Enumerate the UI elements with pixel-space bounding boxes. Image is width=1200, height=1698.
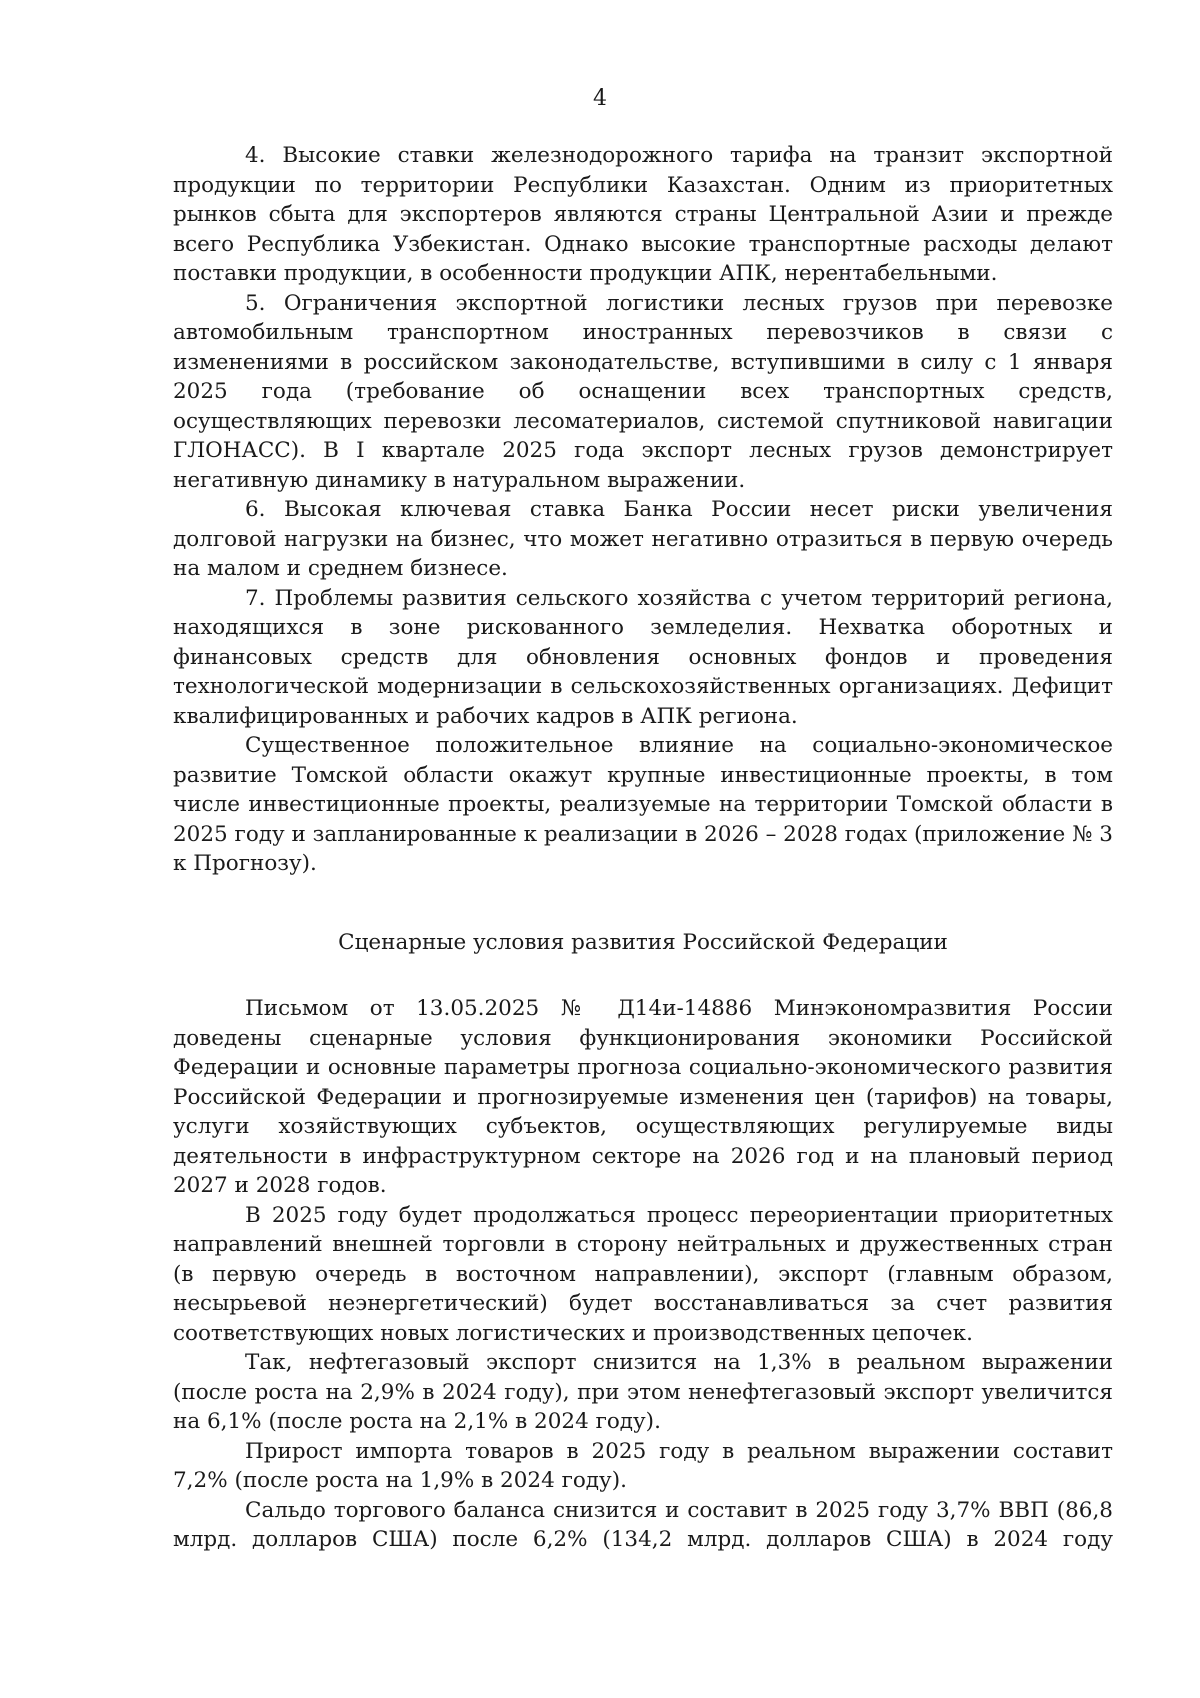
body-text-top (173, 141, 1113, 879)
paragraph-investment-projects: Существенное положительное влияние на социально-экономическое развитие Томской области окажут крупные инвестиционные проекты, в том числе инвестиционные проекты, реализуемые на территории Томской области в 2025 году и запланированные к реализации в 2026 – 2028 годах (приложение № 3 к Прогнозу). (173, 733, 1113, 876)
paragraph-import-growth: Прирост импорта товаров в 2025 году в реальном выражении составит 7,2% (после роста на 1,9% в 2024 году). (173, 1438, 1113, 1493)
section-heading: Сценарные условия развития Российской Федерации (338, 930, 948, 955)
paragraph-key-rate: 6. Высокая ключевая ставка Банка России несет риски увеличения долговой нагрузки на бизнес, что может негативно отразиться в первую очередь на малом и среднем бизнесе. (173, 497, 1113, 581)
paragraph-timber-logistics: 5. Ограничения экспортной логистики лесных грузов при перевозке автомобильным транспортном иностранных перевозчиков в связи с изменениями в российском законодательстве, вступившими в силу с 1 января 2025 года (требование об оснащении всех транспортных средств, осуществляющих перевозки лесоматериалов, системой спутниковой навигации ГЛОНАСС). В I квартале 2025 года экспорт лесных грузов демонстрирует негативную динамику в натуральном выражении. (173, 290, 1113, 493)
paragraph-oil-gas-export: Так, нефтегазовый экспорт снизится на 1,3% в реальном выражении (после роста на 2,9% в 2024 году), при этом ненефтегазовый экспорт увеличится на 6,1% (после роста на 2,1% в 2024 году). (173, 1350, 1113, 1434)
paragraph-scenario-letter: Письмом от 13.05.2025 № Д14и-14886 Минэкономразвития России доведены сценарные условия функционирования экономики Российской Федерации и основные параметры прогноза социально-экономического развития Российской Федерации и прогнозируемые изменения цен (тарифов) на товары, услуги хозяйствующих субъектов, осуществляющих регулируемые виды деятельности в инфраструктурном секторе на 2026 год и на плановый период 2027 и 2028 годов. (173, 996, 1113, 1198)
paragraph-trade-balance: Сальдо торгового баланса снизится и составит в 2025 году 3,7% ВВП (86,8 млрд. долларов США) после 6,2% (134,2 млрд. долларов США) в 2024 году (173, 1497, 1113, 1552)
paragraph-agriculture: 7. Проблемы развития сельского хозяйства с учетом территорий региона, находящихся в зоне рискованного земледелия. Нехватка оборотных и финансовых средств для обновления основных фондов и проведения технологической модернизации в сельскохозяйственных организациях. Дефицит квалифицированных и рабочих кадров в АПК региона. (173, 585, 1113, 729)
paragraph-railway-tariffs: 4. Высокие ставки железнодорожного тарифа на транзит экспортной продукции по территории Республики Казахстан. Одним из приоритетных рынков сбыта для экспортеров являются страны Центральной Азии и прежде всего Республика Узбекистан. Однако высокие транспортные расходы делают поставки продукции, в особенности продукции АПК, нерентабельными. (173, 143, 1113, 286)
page-number: 4 (593, 86, 607, 111)
body-text-bottom (173, 994, 1113, 1555)
paragraph-trade-reorientation: В 2025 году будет продолжаться процесс переориентации приоритетных направлений внешней торговли в сторону нейтральных и дружественных стран (в первую очередь в восточном направлении), экспорт (главным образом, несырьевой неэнергетический) будет восстанавливаться за счет развития соответствующих новых логистических и производственных цепочек. (173, 1202, 1113, 1346)
